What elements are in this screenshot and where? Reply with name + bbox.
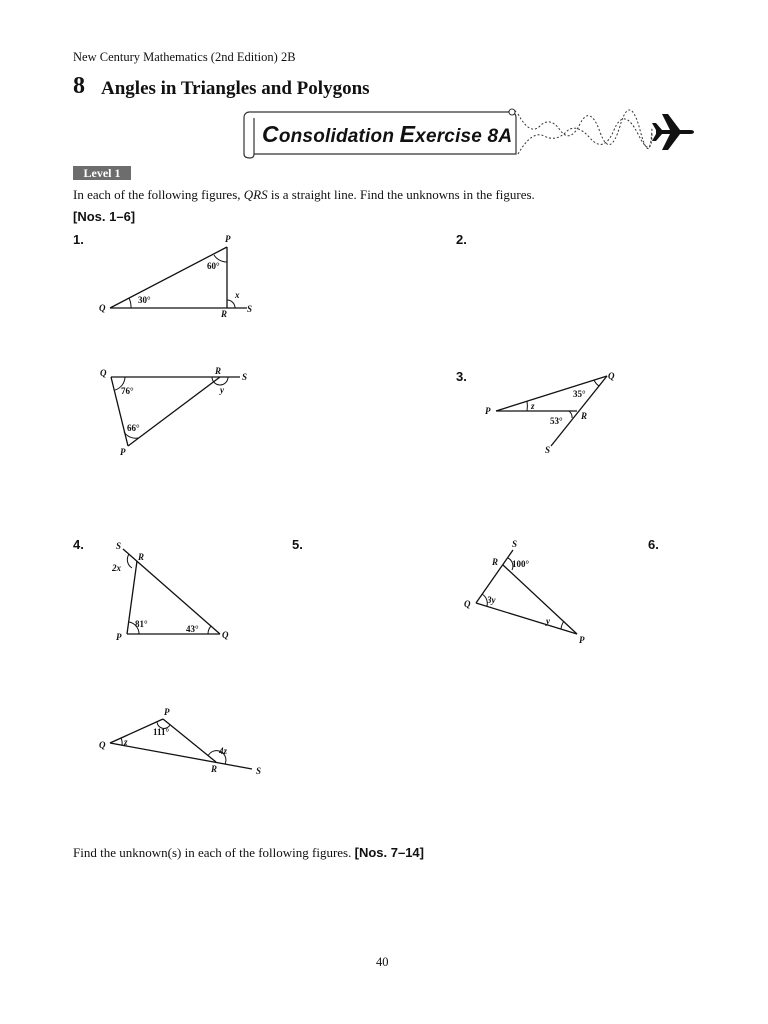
- angle-label: 60°: [207, 261, 220, 271]
- unknown-y: y: [220, 385, 224, 395]
- figure-4: [111, 541, 229, 642]
- question-number-5: 5.: [292, 537, 303, 552]
- question-number-1: 1.: [73, 232, 84, 247]
- vertex-s: S: [116, 541, 122, 551]
- vertex-s: S: [512, 539, 518, 549]
- vertex-p: P: [116, 632, 122, 642]
- chapter-number: 8: [73, 73, 85, 99]
- vertex-q: Q: [99, 740, 106, 750]
- vertex-s: S: [247, 304, 253, 314]
- figure-1: [99, 234, 252, 319]
- figure-6: [99, 707, 261, 776]
- instruction-text-2: Find the unknown(s) in each of the following figures. [Nos. 7–14]: [73, 845, 424, 860]
- angle-label: 53°: [550, 416, 563, 426]
- angle-label: 100°: [512, 559, 530, 569]
- unknown-y: y: [546, 616, 550, 626]
- angle-label: 30°: [138, 295, 151, 305]
- vertex-q: Q: [222, 630, 229, 640]
- vertex-q: Q: [99, 303, 106, 313]
- question-range-1: [Nos. 1–6]: [73, 209, 136, 224]
- vertex-r: R: [492, 557, 499, 567]
- vertex-q: Q: [464, 599, 471, 609]
- angle-label: 43°: [186, 624, 199, 634]
- angle-label: 81°: [135, 619, 148, 629]
- question-number-2: 2.: [456, 232, 467, 247]
- chapter-title: Angles in Triangles and Polygons: [101, 78, 370, 99]
- vertex-r: R: [221, 309, 228, 319]
- vertex-q: Q: [608, 371, 615, 381]
- angle-label: 66°: [127, 423, 140, 433]
- vertex-r: R: [581, 411, 588, 421]
- vertex-q: Q: [100, 368, 107, 378]
- vertex-p: P: [164, 707, 170, 717]
- vertex-s: S: [242, 372, 248, 382]
- instruction-text: In each of the following figures, QRS is a straight line. Find the unknowns in the figures.: [73, 187, 535, 202]
- page-number: 40: [376, 955, 389, 969]
- angle-label: 76°: [121, 386, 134, 396]
- book-title: New Century Mathematics (2nd Edition) 2B: [73, 50, 296, 64]
- angle-label: 35°: [573, 389, 586, 399]
- unknown-x: x: [235, 290, 240, 300]
- vertex-p: P: [485, 406, 491, 416]
- vertex-r: R: [211, 764, 218, 774]
- figure-3: [485, 371, 615, 455]
- angle-label: 111°: [153, 727, 170, 737]
- level-badge: Level 1: [73, 166, 131, 180]
- figure-5: [464, 539, 585, 645]
- vertex-s: S: [545, 445, 551, 455]
- vertex-s: S: [256, 766, 262, 776]
- unknown-2x: 2x: [112, 563, 121, 573]
- question-number-6: 6.: [648, 537, 659, 552]
- vertex-p: P: [120, 447, 126, 457]
- vertex-p: P: [579, 635, 585, 645]
- unknown-z: z: [124, 737, 128, 747]
- question-number-3: 3.: [456, 369, 467, 384]
- vertex-r: R: [138, 552, 145, 562]
- figure-2: [100, 366, 247, 457]
- vertex-p: P: [225, 234, 231, 244]
- question-number-4: 4.: [73, 537, 84, 552]
- unknown-3y: 3y: [487, 595, 496, 605]
- vertex-r: R: [215, 366, 222, 376]
- exercise-title: Consolidation Exercise 8A: [262, 121, 513, 147]
- unknown-z: z: [531, 401, 535, 411]
- unknown-4z: 4z: [219, 746, 228, 756]
